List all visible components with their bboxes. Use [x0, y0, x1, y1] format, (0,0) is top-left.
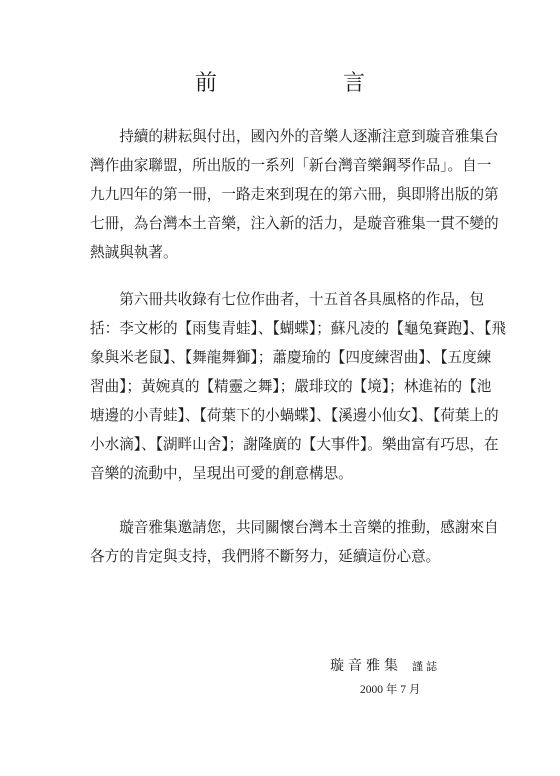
paragraph-2-line-5: 塘邊的小青蛙】、【荷葉下的小蝸蝶】、【溪邊小仙女】、【荷葉上的	[90, 407, 499, 424]
page-title: 前 言	[194, 71, 417, 96]
paragraph-1-line-4: 七冊，為台灣本土音樂，注入新的活力，是璇音雅集一貫不變的	[90, 215, 499, 232]
paragraph-2-line-3: 象與米老鼠】、【舞龍舞獅】；蕭慶瑜的【四度練習曲】、【五度練	[90, 349, 492, 366]
paragraph-1-line-2: 灣作曲家聯盟，所出版的一系列「新台灣音樂鋼琴作品」。自一	[90, 157, 492, 174]
signature-name: 璇音雅集	[330, 658, 402, 674]
signature-note: 謹誌	[412, 660, 440, 673]
date: 2000 年 7 月	[360, 684, 421, 696]
paragraph-2-line-1: 第六冊共收錄有七位作曲者，十五首各具風格的作品，包	[90, 291, 485, 308]
signature-block	[330, 655, 440, 675]
paragraph-1-line-1: 持續的耕耘與付出，國內外的音樂人逐漸注意到璇音雅集台	[90, 128, 499, 145]
paragraph-2-line-6: 小水滴】、【湖畔山舍】；謝隆廣的【大事件】。樂曲富有巧思，在	[90, 436, 499, 453]
paragraph-2-line-4: 習曲】；黃婉真的【精靈之舞】；嚴琲玟的【境】；林進祐的【池	[90, 378, 492, 395]
paragraph-2-line-7: 音樂的流動中，呈現出可愛的創意構思。	[90, 465, 353, 482]
paragraph-3-line-2: 各方的肯定與支持，我們將不斷努力，延續這份心意。	[90, 548, 441, 565]
paragraph-3-line-1: 璇音雅集邀請您，共同關懷台灣本土音樂的推動，感謝來自	[90, 519, 499, 536]
paragraph-1-line-5: 熱誠與執著。	[90, 244, 178, 261]
paragraph-1-line-3: 九九四年的第一冊，一路走來到現在的第六冊，與即將出版的第	[90, 186, 499, 203]
paragraph-2-line-2: 括：李文彬的【雨隻青蛙】、【蝴蝶】；蘇凡凌的【龜兔賽跑】、【飛	[90, 320, 506, 337]
